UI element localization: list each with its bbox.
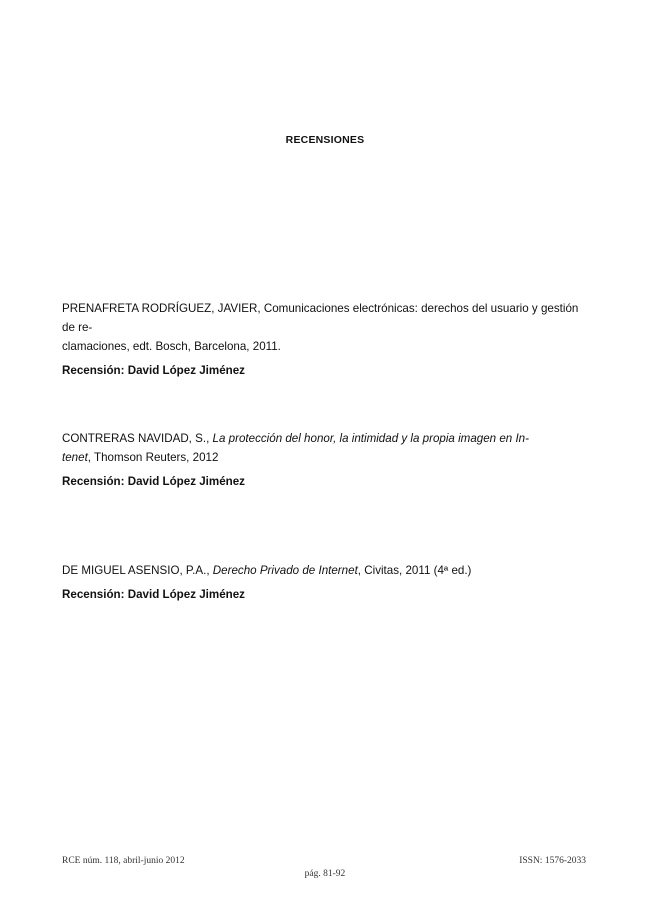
footer-issn: ISSN: 1576-2033 (519, 856, 586, 866)
citation-author: CONTRERAS NAVIDAD, S., (62, 432, 213, 445)
citation-publisher: , Civitas, 2011 (4ª ed.) (357, 564, 472, 577)
citation-text: PRENAFRETA RODRÍGUEZ, JAVIER, Comunicaciones electrónicas: derechos del usuario y gestión de re- clamaciones, edt. Bosch, Barcelona, 2011. (62, 302, 579, 353)
footer-journal-issue: RCE núm. 118, abril-junio 2012 (62, 856, 185, 866)
reviewer-line: Recensión: David López Jiménez (62, 588, 245, 601)
citation-title: La protección del honor, la intimidad y la propia imagen en In- tenet (62, 432, 529, 464)
review-entry (62, 429, 594, 488)
citation-publisher: , Thomson Reuters, 2012 (87, 451, 219, 464)
page-heading: RECENSIONES (285, 134, 365, 146)
book-citation (62, 299, 594, 356)
footer-page-range: pág. 81-92 (304, 869, 346, 879)
reviewer-line: Recensión: David López Jiménez (62, 475, 245, 488)
review-entry (62, 299, 594, 377)
citation-author: DE MIGUEL ASENSIO, P.A., (62, 564, 213, 577)
book-citation (62, 429, 594, 467)
reviewer-line: Recensión: David López Jiménez (62, 364, 245, 377)
book-citation (62, 561, 594, 580)
citation-title: Derecho Privado de Internet (212, 564, 358, 577)
review-entry (62, 561, 594, 601)
